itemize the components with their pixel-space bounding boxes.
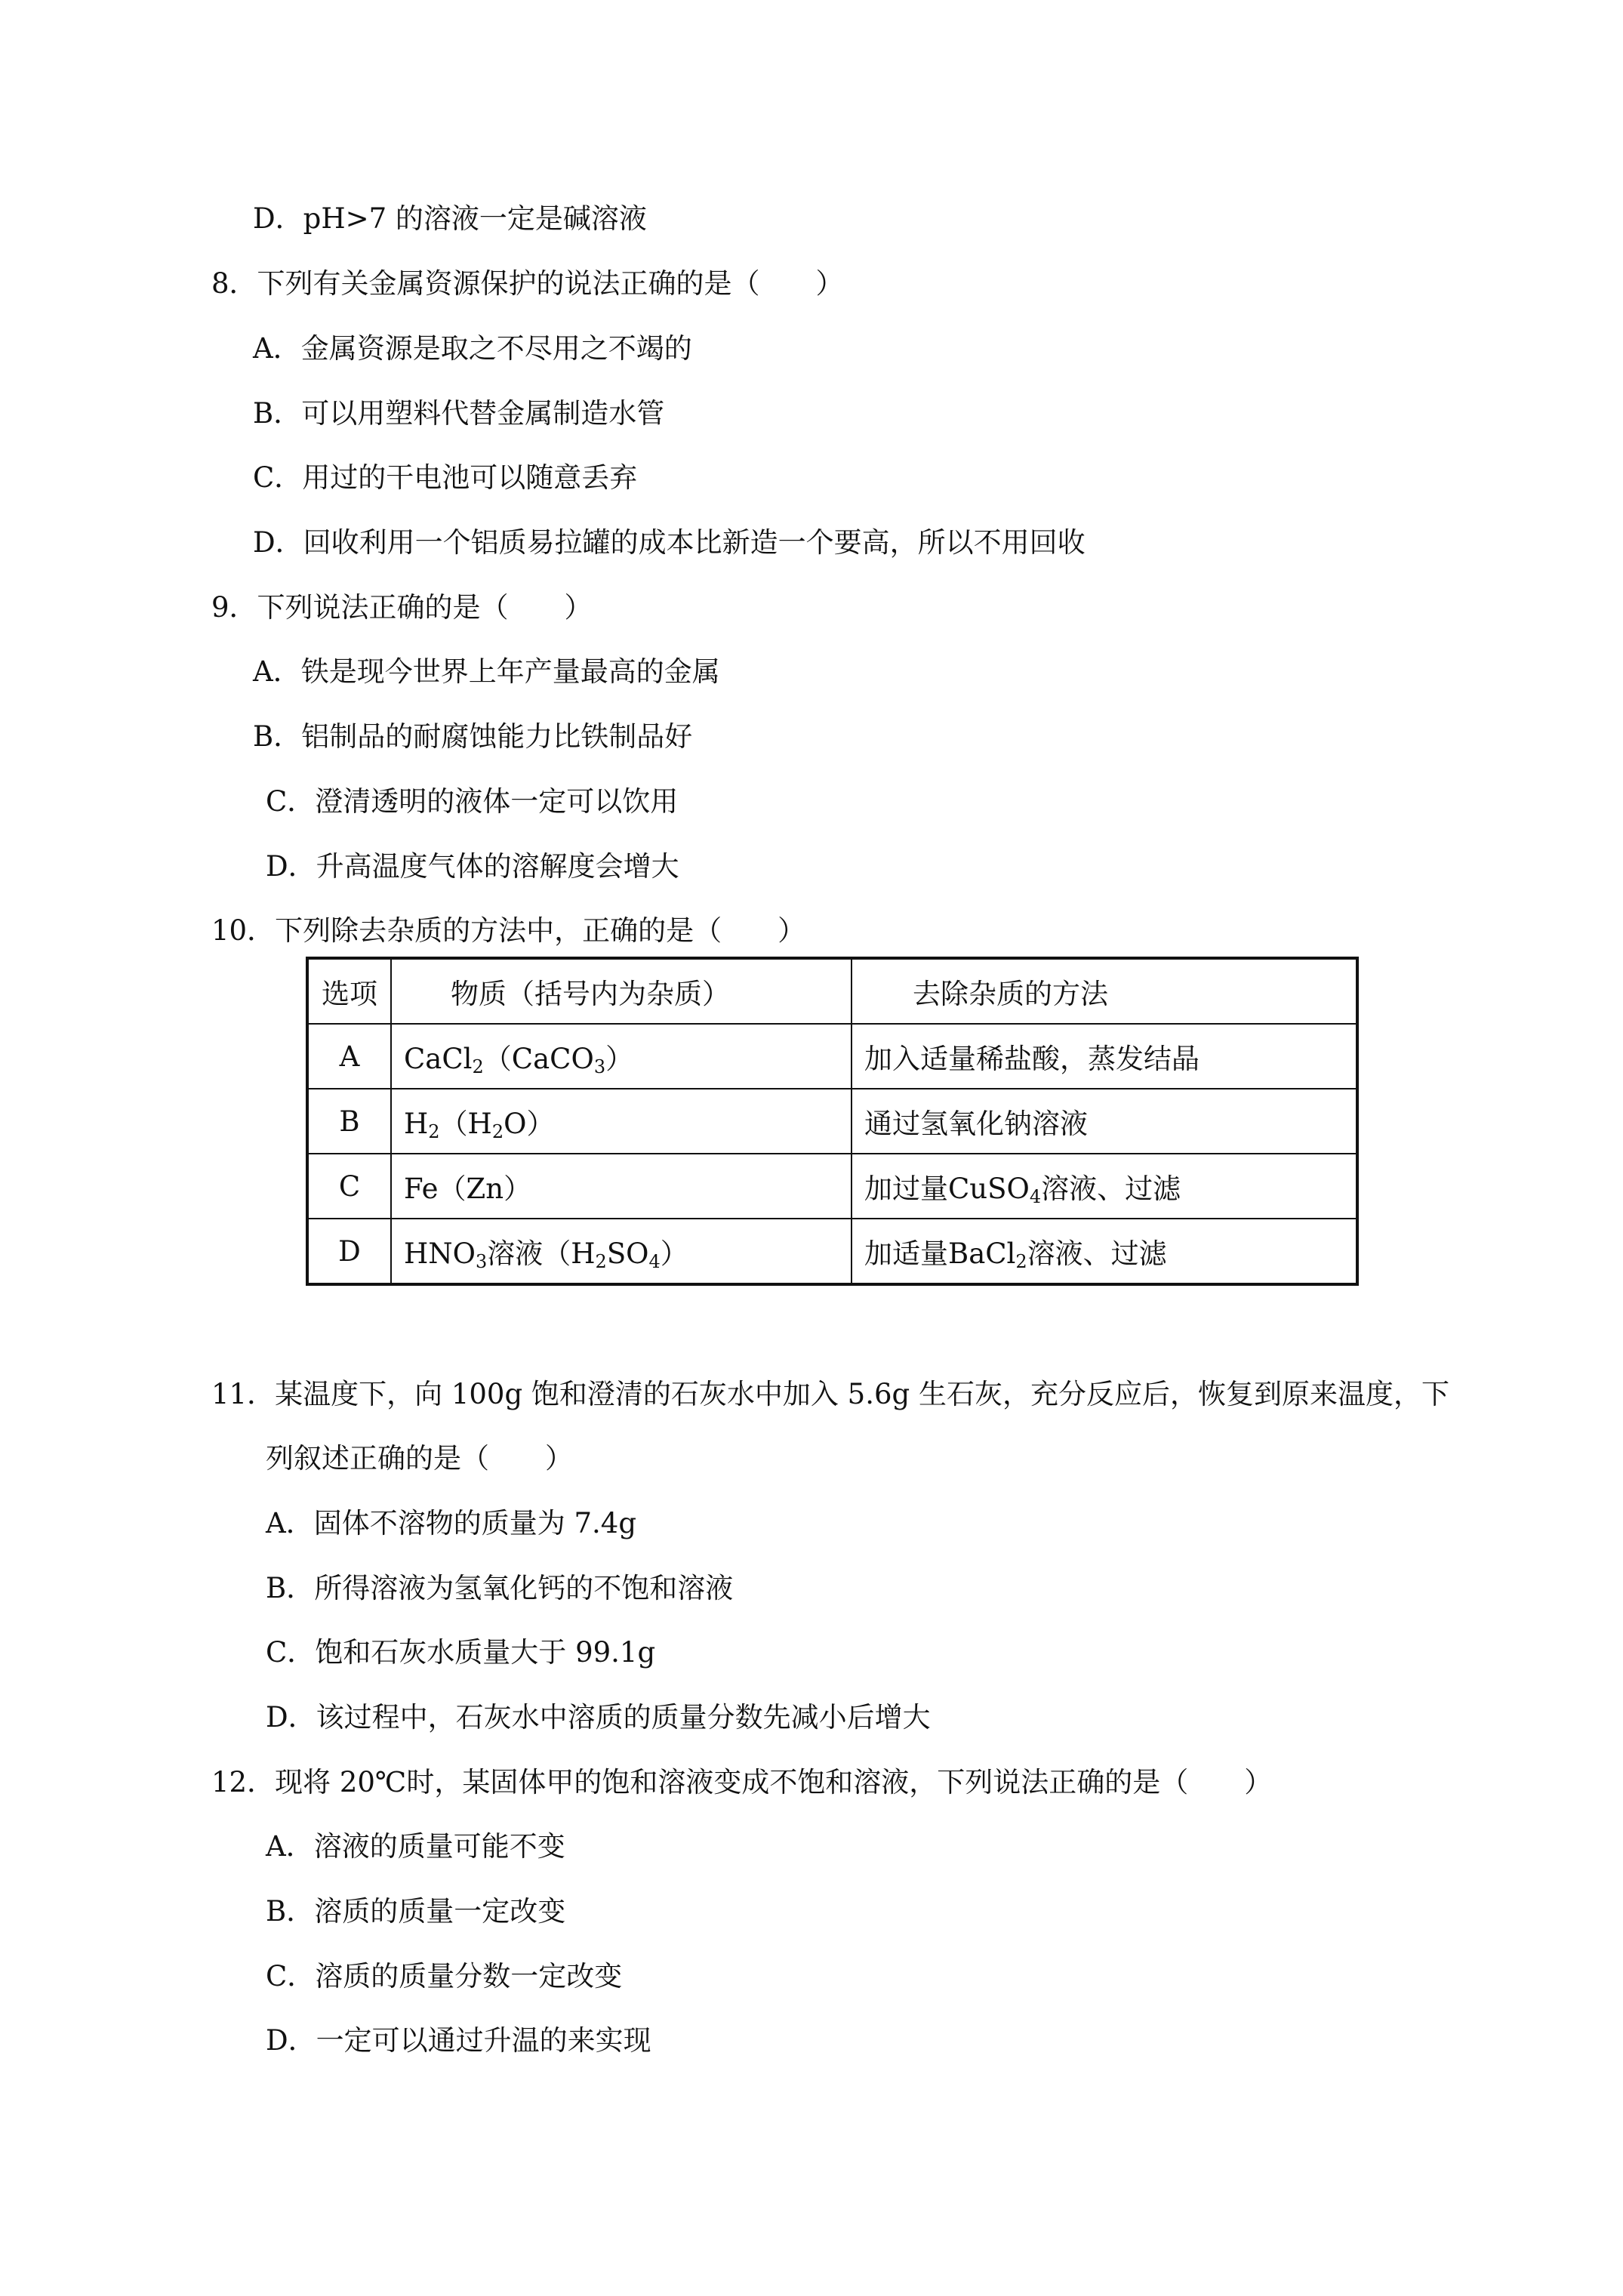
q8-option-c: C．用过的干电池可以随意丢弃 <box>253 461 638 494</box>
row-option: D <box>307 1219 391 1284</box>
q11-stem-line1: 11．某温度下，向 100g 饱和澄清的石灰水中加入 5.6g 生石灰，充分反应后，恢复到原来温度，下 <box>211 1378 1449 1410</box>
q10-stem: 10．下列除去杂质的方法中，正确的是（ ） <box>211 914 806 947</box>
row-option: A <box>307 1024 391 1089</box>
q8-stem: 8．下列有关金属资源保护的说法正确的是（ ） <box>211 267 844 300</box>
q11-option-a: A．固体不溶物的质量为 7.4g <box>266 1507 637 1539</box>
q12-option-c: C．溶质的质量分数一定改变 <box>266 1960 623 1992</box>
q7-option-d: D．pH>7 的溶液一定是碱溶液 <box>253 202 647 235</box>
q11-option-c: C．饱和石灰水质量大于 99.1g <box>266 1636 656 1669</box>
q11-stem-line2: 列叙述正确的是（ ） <box>266 1442 573 1475</box>
row-method: 加适量BaCl$_2$溶液、过滤 <box>852 1219 1357 1284</box>
q11-option-b: B．所得溶液为氢氧化钙的不饱和溶液 <box>266 1572 734 1604</box>
q9-option-b: B．铝制品的耐腐蚀能力比铁制品好 <box>253 720 693 753</box>
header-option: 选项 <box>307 958 391 1024</box>
row-option: B <box>307 1089 391 1154</box>
q8-option-d: D．回收利用一个铝质易拉罐的成本比新造一个要高，所以不用回收 <box>253 526 1086 559</box>
row-option: C <box>307 1154 391 1219</box>
impurity-removal-table <box>306 957 1359 1286</box>
row-substance: CaCl$_2$（CaCO$_3$） <box>391 1024 852 1089</box>
q9-stem: 9．下列说法正确的是（ ） <box>211 591 593 624</box>
table-row <box>307 1154 1357 1219</box>
q9-option-a: A．铁是现今世界上年产量最高的金属 <box>253 655 720 688</box>
q12-option-d: D．一定可以通过升温的来实现 <box>266 2024 651 2057</box>
q8-option-a: A．金属资源是取之不尽用之不竭的 <box>253 332 692 365</box>
q12-option-a: A．溶液的质量可能不变 <box>266 1830 565 1863</box>
q12-option-b: B．溶质的质量一定改变 <box>266 1895 566 1928</box>
row-substance: Fe（Zn） <box>391 1154 852 1219</box>
row-method: 加入适量稀盐酸，蒸发结晶 <box>852 1024 1357 1089</box>
row-substance: $H_2(H_2O)$ <box>391 1089 852 1154</box>
row-method: 加过量CuSO$_4$溶液、过滤 <box>852 1154 1357 1219</box>
table-row <box>307 1219 1357 1284</box>
q12-stem: 12．现将 20℃时，某固体甲的饱和溶液变成不饱和溶液，下列说法正确的是（ ） <box>211 1766 1273 1798</box>
row-method: 通过氢氧化钠溶液 <box>852 1089 1357 1154</box>
row-substance: $HNO_3$溶液$(H_2SO_4)$ <box>391 1219 852 1284</box>
q9-option-d: D．升高温度气体的溶解度会增大 <box>266 850 679 883</box>
table-row <box>307 1089 1357 1154</box>
q9-option-c: C．澄清透明的液体一定可以饮用 <box>266 785 679 818</box>
table-row <box>307 1024 1357 1089</box>
header-method: 去除杂质的方法 <box>852 958 1357 1024</box>
table-header-row <box>307 958 1357 1024</box>
q8-option-b: B．可以用塑料代替金属制造水管 <box>253 397 665 430</box>
q11-option-d: D．该过程中，石灰水中溶质的质量分数先减小后增大 <box>266 1701 931 1734</box>
header-substance: 物质（括号内为杂质） <box>391 958 852 1024</box>
